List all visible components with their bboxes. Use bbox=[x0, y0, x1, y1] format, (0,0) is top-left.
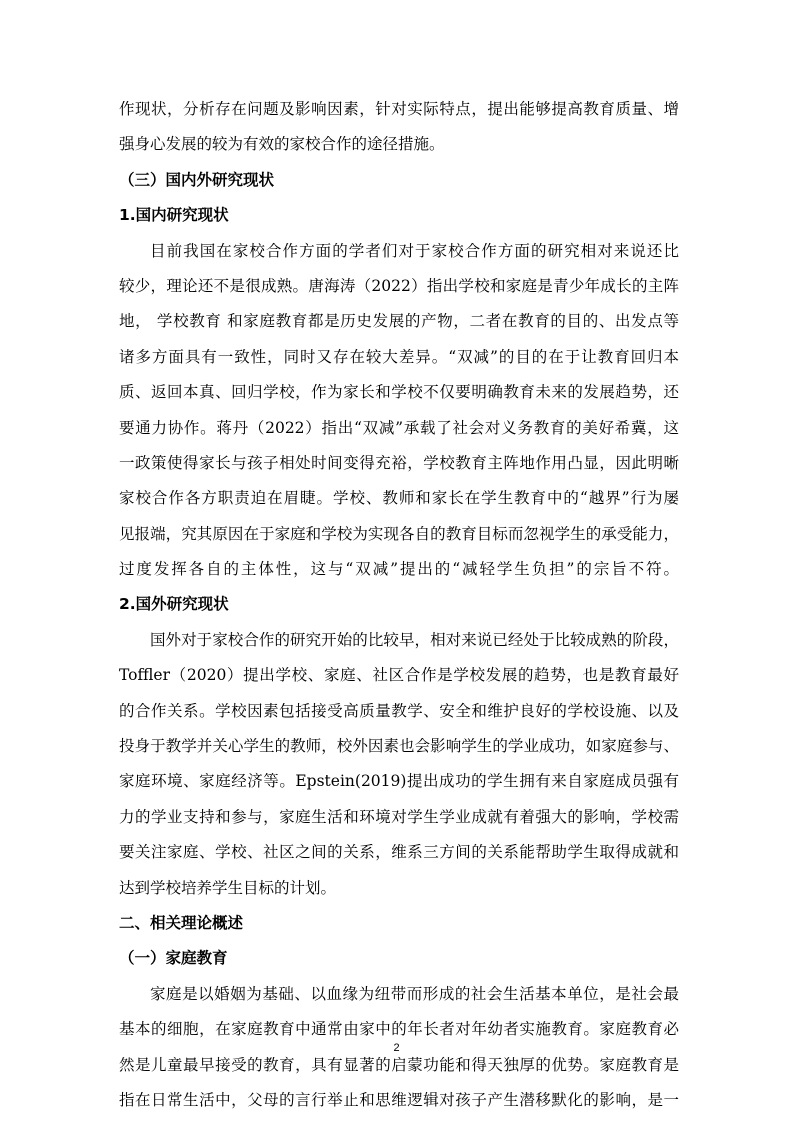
paragraph-line: 见报端，究其原因在于家庭和学校为实现各自的教育目标而忽视学生的承受能力， bbox=[119, 524, 679, 543]
paragraph-line: 过度发挥各自的主体性，这与“双减”提出的“减轻学生负担”的宗旨不符。 bbox=[119, 560, 679, 579]
paragraph-line: 一政策使得家长与孩子相处时间变得充裕，学校教育主阵地作用凸显，因此明晰 bbox=[119, 453, 679, 472]
paragraph-line: 然是儿童最早接受的教育，具有显著的启蒙功能和得天独厚的优势。家庭教育是 bbox=[119, 1055, 679, 1074]
paragraph-line: 要通力协作。蒋丹（2022）指出“双减”承载了社会对义务教育的美好希冀，这 bbox=[119, 418, 679, 437]
paragraph-line: 达到学校培养学生目标的计划。 bbox=[119, 878, 337, 897]
paragraph-line: 诸多方面具有一致性，同时又存在较大差异。“双减”的目的在于让教育回归本 bbox=[119, 347, 679, 366]
paragraph-line: Toffler（2020）提出学校、家庭、社区合作是学校发展的趋势，也是教育最好 bbox=[119, 666, 679, 685]
paragraph-line: 作现状，分析存在问题及影响因素，针对实际特点，提出能够提高教育质量、增 bbox=[119, 100, 679, 118]
paragraph-line: 强身心发展的较为有效的家校合作的途径措施。 bbox=[119, 135, 445, 154]
section-heading: 1.国内研究现状 bbox=[119, 206, 229, 225]
document-body bbox=[119, 92, 679, 1118]
paragraph-line: 目前我国在家校合作方面的学者们对于家校合作方面的研究相对来说还比 bbox=[150, 241, 679, 260]
section-heading: 二、相关理论概述 bbox=[119, 913, 244, 932]
paragraph-line: 地， 学校教育 和家庭教育都是历史发展的产物，二者在教育的目的、出发点等 bbox=[119, 312, 679, 331]
paragraph-line: 投身于教学并关心学生的教师，校外因素也会影响学生的学业成功，如家庭参与、 bbox=[119, 737, 679, 756]
paragraph-line: 基本的细胞，在家庭教育中通常由家中的年长者对年幼者实施教育。家庭教育必 bbox=[119, 1020, 679, 1039]
paragraph-line: 家庭环境、家庭经济等。Epstein(2019)提出成功的学生拥有来自家庭成员强有 bbox=[119, 772, 679, 791]
paragraph-line: 指在日常生活中，父母的言行举止和思维逻辑对孩子产生潜移默化的影响，是一 bbox=[119, 1090, 679, 1109]
paragraph-line: 家庭是以婚姻为基础、以血缘为纽带而形成的社会生活基本单位，是社会最 bbox=[150, 984, 679, 1003]
paragraph-line: 较少，理论还不是很成熟。唐海涛（2022）指出学校和家庭是青少年成长的主阵 bbox=[119, 276, 679, 295]
paragraph-line: 国外对于家校合作的研究开始的比较早，相对来说已经处于比较成熟的阶段， bbox=[150, 630, 679, 649]
paragraph-line: 要关注家庭、学校、社区之间的关系，维系三方间的关系能帮助学生取得成就和 bbox=[119, 843, 679, 862]
section-heading: （三）国内外研究现状 bbox=[119, 170, 275, 189]
paragraph-line: 家校合作各方职责迫在眉睫。学校、教师和家长在学生教育中的“越界”行为屡 bbox=[119, 489, 679, 508]
paragraph-line: 的合作关系。学校因素包括接受高质量教学、安全和维护良好的学校设施、以及 bbox=[119, 701, 679, 720]
page-number: 2 bbox=[393, 1042, 400, 1054]
section-heading: （一）家庭教育 bbox=[119, 949, 228, 968]
paragraph-line: 质、返回本真、回归学校，作为家长和学校不仅要明确教育未来的发展趋势，还 bbox=[119, 383, 679, 402]
paragraph-line: 力的学业支持和参与，家庭生活和环境对学生学业成就有着强大的影响，学校需 bbox=[119, 807, 679, 826]
section-heading: 2.国外研究现状 bbox=[119, 595, 229, 614]
